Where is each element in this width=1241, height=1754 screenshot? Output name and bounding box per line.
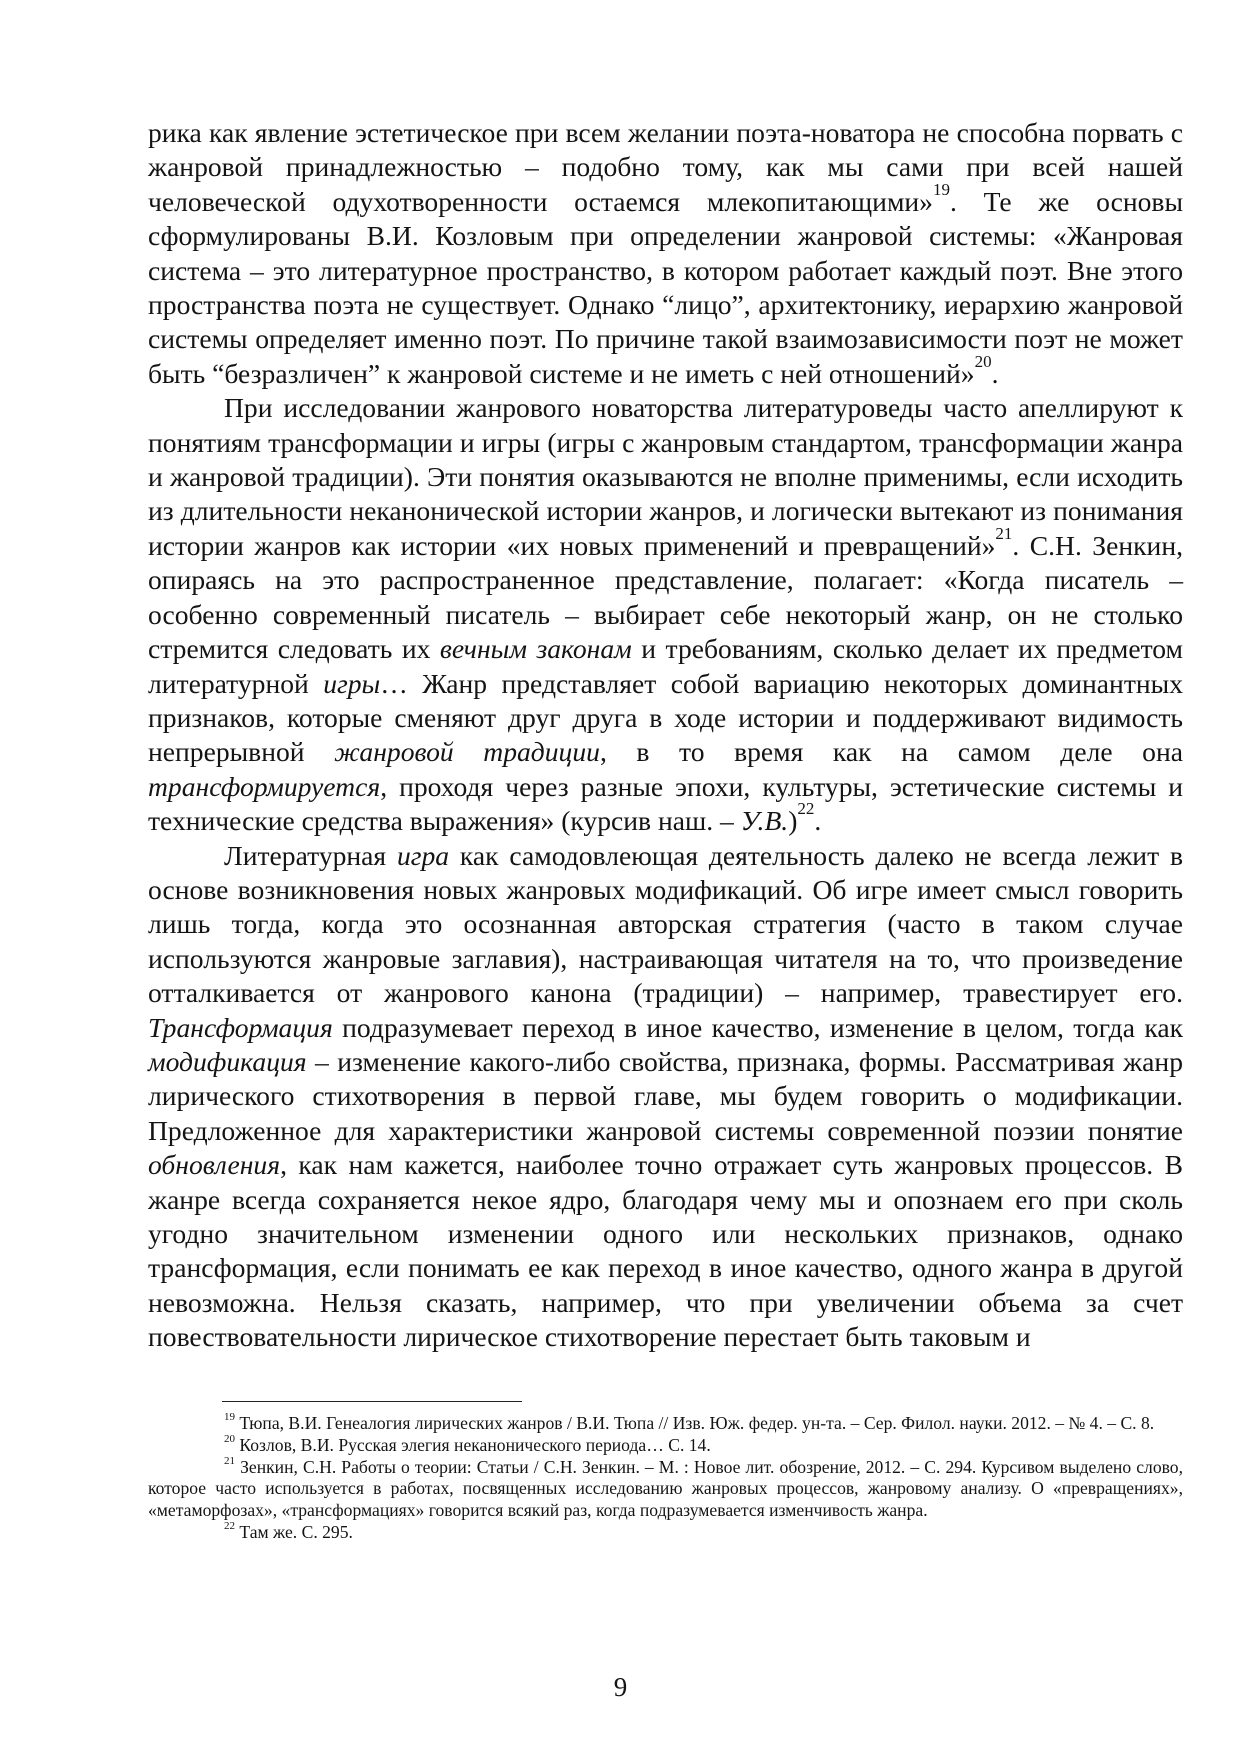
text-run: . [991, 357, 999, 389]
footnote-number: 21 [224, 1454, 235, 1467]
italic-text: модификация [148, 1045, 307, 1077]
footnote-text: Там же. С. 295. [235, 1521, 353, 1542]
text-run: . С.Н. Зенкин, опираясь на это распространенное представление, полагает: «Когда писатель – особенно современный писатель – выбирает себе некоторый жанр, он не столько стремится следовать их [148, 529, 1183, 665]
text-run: как самодовлеющая деятельность далеко не всегда лежит в основе возникновения новых жанровых модификаций. Об игре имеет смысл говорить лишь тогда, когда это осознанная авторская стратегия (часто в таком случае используются жанровые заглавия), настраивающая читателя на то, что произведение отталкивается от жанрового канона (традиции) – например, травестирует его. [148, 839, 1183, 1009]
footnote [148, 1432, 1183, 1457]
text-run: подразумевает переход в иное качество, изменение в целом, тогда как [332, 1011, 1183, 1043]
paragraph [148, 391, 1183, 838]
text-run: Литературная [224, 839, 397, 871]
text-run: … Жанр представляет собой вариацию некоторых доминантных признаков, которые сменяют друг друга в ходе истории и поддерживают видимость непрерывной [148, 667, 1183, 768]
text-run: , проходя через разные эпохи, культуры, эстетические системы и технические средства выражения» (курсив наш. – [148, 770, 1183, 837]
footnote-number: 20 [224, 1432, 235, 1445]
footnote-text: Тюпа, В.И. Генеалогия лирических жанров / В.И. Тюпа // Изв. Юж. федер. ун-та. – Сер. Филол. науки. 2012. – № 4. – С. 8. [235, 1413, 1155, 1433]
italic-text: У.В. [740, 805, 789, 837]
footnote-ref: 20 [974, 351, 992, 371]
text-run: . Те же основы сформулированы В.И. Козловым при определении жанровой системы: «Жанровая система – это литературное пространство, в котором работает каждый поэт. Вне этого пространства поэта не существует. Однако “лицо”, архитектонику, иерархию жанровой системы определяет именно поэт. По причине такой взаимозависимости поэт не может быть “безразличен” к жанровой системе и не иметь с ней отношений» [148, 185, 1183, 389]
text-run: и требованиям, сколько делает их предметом литературной [148, 633, 1183, 699]
footnote-text: Зенкин, С.Н. Работы о теории: Статьи / С.Н. Зенкин. – М. : Новое лит. обозрение, 2012. – С. 294. Курсивом выделено слово, которое часто используется в работах, посвященных исследованию жанровых процессов, жанровому анализу. О «превращениях», «метаморфозах», «трансформациях» говорится всякий раз, когда подразумевается изменчивость жанра. [148, 1456, 1183, 1521]
italic-text: обновления [148, 1149, 281, 1181]
footnote-text: Козлов, В.И. Русская элегия неканонического периода… С. 14. [235, 1434, 711, 1455]
footnote-number: 19 [224, 1411, 235, 1423]
footnote-ref: 22 [797, 799, 815, 819]
text-run: рика как явление эстетическое при всем желании поэта-новатора не способна порвать с жанровой принадлежностью – подобно тому, как мы сами при всей нашей человеческой одухотворенности остаемся млекопитающими» [148, 117, 1183, 217]
text-run: ) [788, 805, 798, 837]
italic-text: игра [396, 839, 450, 871]
footnote-separator [222, 1401, 522, 1402]
main-text [148, 116, 1183, 1355]
footnote-number: 22 [224, 1519, 235, 1532]
italic-text: вечным законам [439, 633, 632, 665]
footnote [148, 1454, 1183, 1522]
page-number: 9 [613, 1672, 628, 1702]
footnotes [148, 1413, 1183, 1544]
text-run: При исследовании жанрового новаторства литературоведы часто апеллируют к понятиям трансформации и игры (игры с жанровым стандартом, трансформации жанра и жанровой традиции). Эти понятия оказываются не вполне применимы, если исходить из длительности неканонической истории жанров, и логически вытекают из понимания истории жанров как истории «их новых применений и превращений» [148, 392, 1183, 561]
italic-text: Трансформация [148, 1011, 333, 1043]
text-run: – изменение какого-либо свойства, признака, формы. Рассматривая жанр лирического стихотворения в первой главе, мы будем говорить о модификации. Предложенное для характеристики жанровой системы современной поэзии понятие [148, 1045, 1183, 1146]
text-run: . [814, 805, 822, 837]
text-run: , в то время как на самом деле она [599, 736, 1183, 768]
paragraph [148, 116, 1183, 391]
footnote-ref: 19 [932, 179, 950, 199]
footnote-ref: 21 [995, 523, 1013, 543]
paragraph [148, 839, 1183, 1355]
italic-text: игры [323, 667, 381, 699]
footnote [148, 1413, 1183, 1435]
footnote [148, 1519, 1183, 1544]
italic-text: жанровой традиции [334, 736, 600, 768]
italic-text: трансформируется [148, 770, 381, 802]
text-run: , как нам кажется, наиболее точно отражает суть жанровых процессов. В жанре всегда сохраняется некое ядро, благодаря чему мы и опознаем его при сколь угодно значительном изменении одного или нескольких признаков, однако трансформация, если понимать ее как переход в иное качество, одного жанра в другой невозможна. Нельзя сказать, например, что при увеличении объема за счет повествовательности лирическое стихотворение перестает быть таковым и [148, 1149, 1183, 1353]
